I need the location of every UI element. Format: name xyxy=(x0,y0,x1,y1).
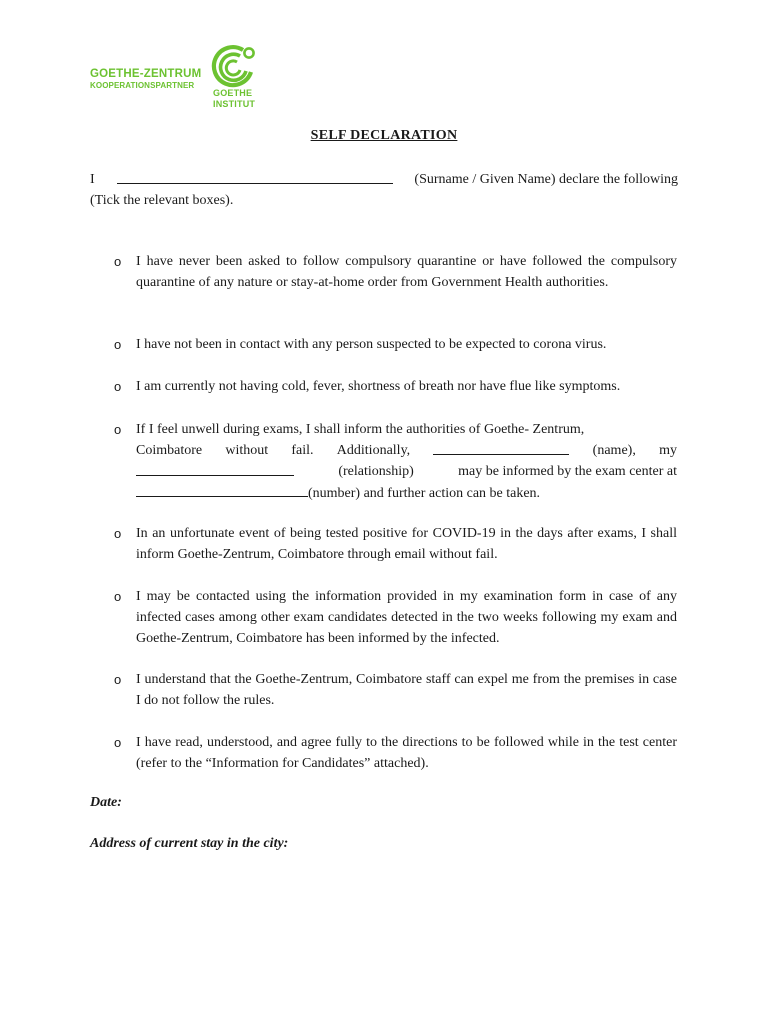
bullet-marker[interactable]: o xyxy=(114,735,122,750)
number-label: (number) and further action can be taken. xyxy=(308,486,541,501)
unwell-line3-rest: may be informed by the exam center at xyxy=(458,464,677,479)
address-label: Address of current stay in the city: xyxy=(90,836,289,851)
goethe-circle-logo-icon xyxy=(209,44,257,90)
date-label: Date: xyxy=(90,795,122,810)
document-title: SELF DECLARATION xyxy=(310,128,458,143)
number-blank-line[interactable] xyxy=(136,482,308,497)
unwell-line1: If I feel unwell during exams, I shall inform the authorities of Goethe- Zentrum, xyxy=(136,422,585,437)
bullet-marker[interactable]: o xyxy=(114,672,122,687)
unwell-word: Additionally, xyxy=(336,443,411,458)
unwell-word: Coimbatore xyxy=(136,443,203,458)
unwell-word: (name), xyxy=(592,443,636,458)
unwell-word: without xyxy=(225,443,269,458)
declaration-item-symptoms: I am currently not having cold, fever, shortness of breath nor have flue like symptoms. xyxy=(136,379,621,394)
bullet-marker[interactable]: o xyxy=(114,379,122,394)
logo-zentrum-text: GOETHE-ZENTRUM xyxy=(90,68,202,80)
bullet-marker[interactable]: o xyxy=(114,422,122,437)
intro-suffix: (Surname / Given Name) declare the following xyxy=(414,172,678,187)
logo-goethe-text: GOETHE xyxy=(213,88,253,98)
logo-institut-text: INSTITUT xyxy=(213,99,256,109)
unwell-word: fail. xyxy=(291,443,314,458)
bullet-marker[interactable]: o xyxy=(114,254,122,269)
bullet-marker[interactable]: o xyxy=(114,526,122,541)
unwell-word: my xyxy=(659,443,677,458)
declaration-item-contacted: I may be contacted using the information provided in my examination form in case of any infected cases among other exam candidates detected in the two weeks following my exam and Goethe-Zentrum, Coimbatore has been informed by the infected. xyxy=(136,589,677,646)
declaration-item-covid: In an unfortunate event of being tested positive for COVID-19 in the days after exams, I shall inform Goethe-Zentrum, Coimbatore through email without fail. xyxy=(136,526,677,562)
name-blank-line[interactable] xyxy=(117,169,393,184)
bullet-marker[interactable]: o xyxy=(114,589,122,604)
contact-name-blank-line[interactable] xyxy=(433,440,569,455)
intro-instruction: (Tick the relevant boxes). xyxy=(90,193,234,208)
intro-prefix: I xyxy=(90,172,95,187)
relationship-label: (relationship) xyxy=(338,464,414,479)
intro-paragraph xyxy=(90,169,678,211)
declaration-item-quarantine: I have never been asked to follow compulsory quarantine or have followed the compulsory quarantine of any nature or stay-at-home order from Government Health authorities. xyxy=(136,254,677,290)
declaration-item-unwell xyxy=(136,419,677,504)
declaration-item-expel: I understand that the Goethe-Zentrum, Coimbatore staff can expel me from the premises in case I do not follow the rules. xyxy=(136,672,677,708)
relationship-blank-line[interactable] xyxy=(136,461,294,476)
goethe-logo xyxy=(88,44,260,114)
logo-partner-text: KOOPERATIONSPARTNER xyxy=(90,81,195,90)
declaration-item-contact: I have not been in contact with any person suspected to be expected to corona virus. xyxy=(136,337,607,352)
bullet-marker[interactable]: o xyxy=(114,337,122,352)
declaration-item-directions: I have read, understood, and agree fully to the directions to be followed while in the test center (refer to the “Information for Candidates” attached). xyxy=(136,735,677,771)
